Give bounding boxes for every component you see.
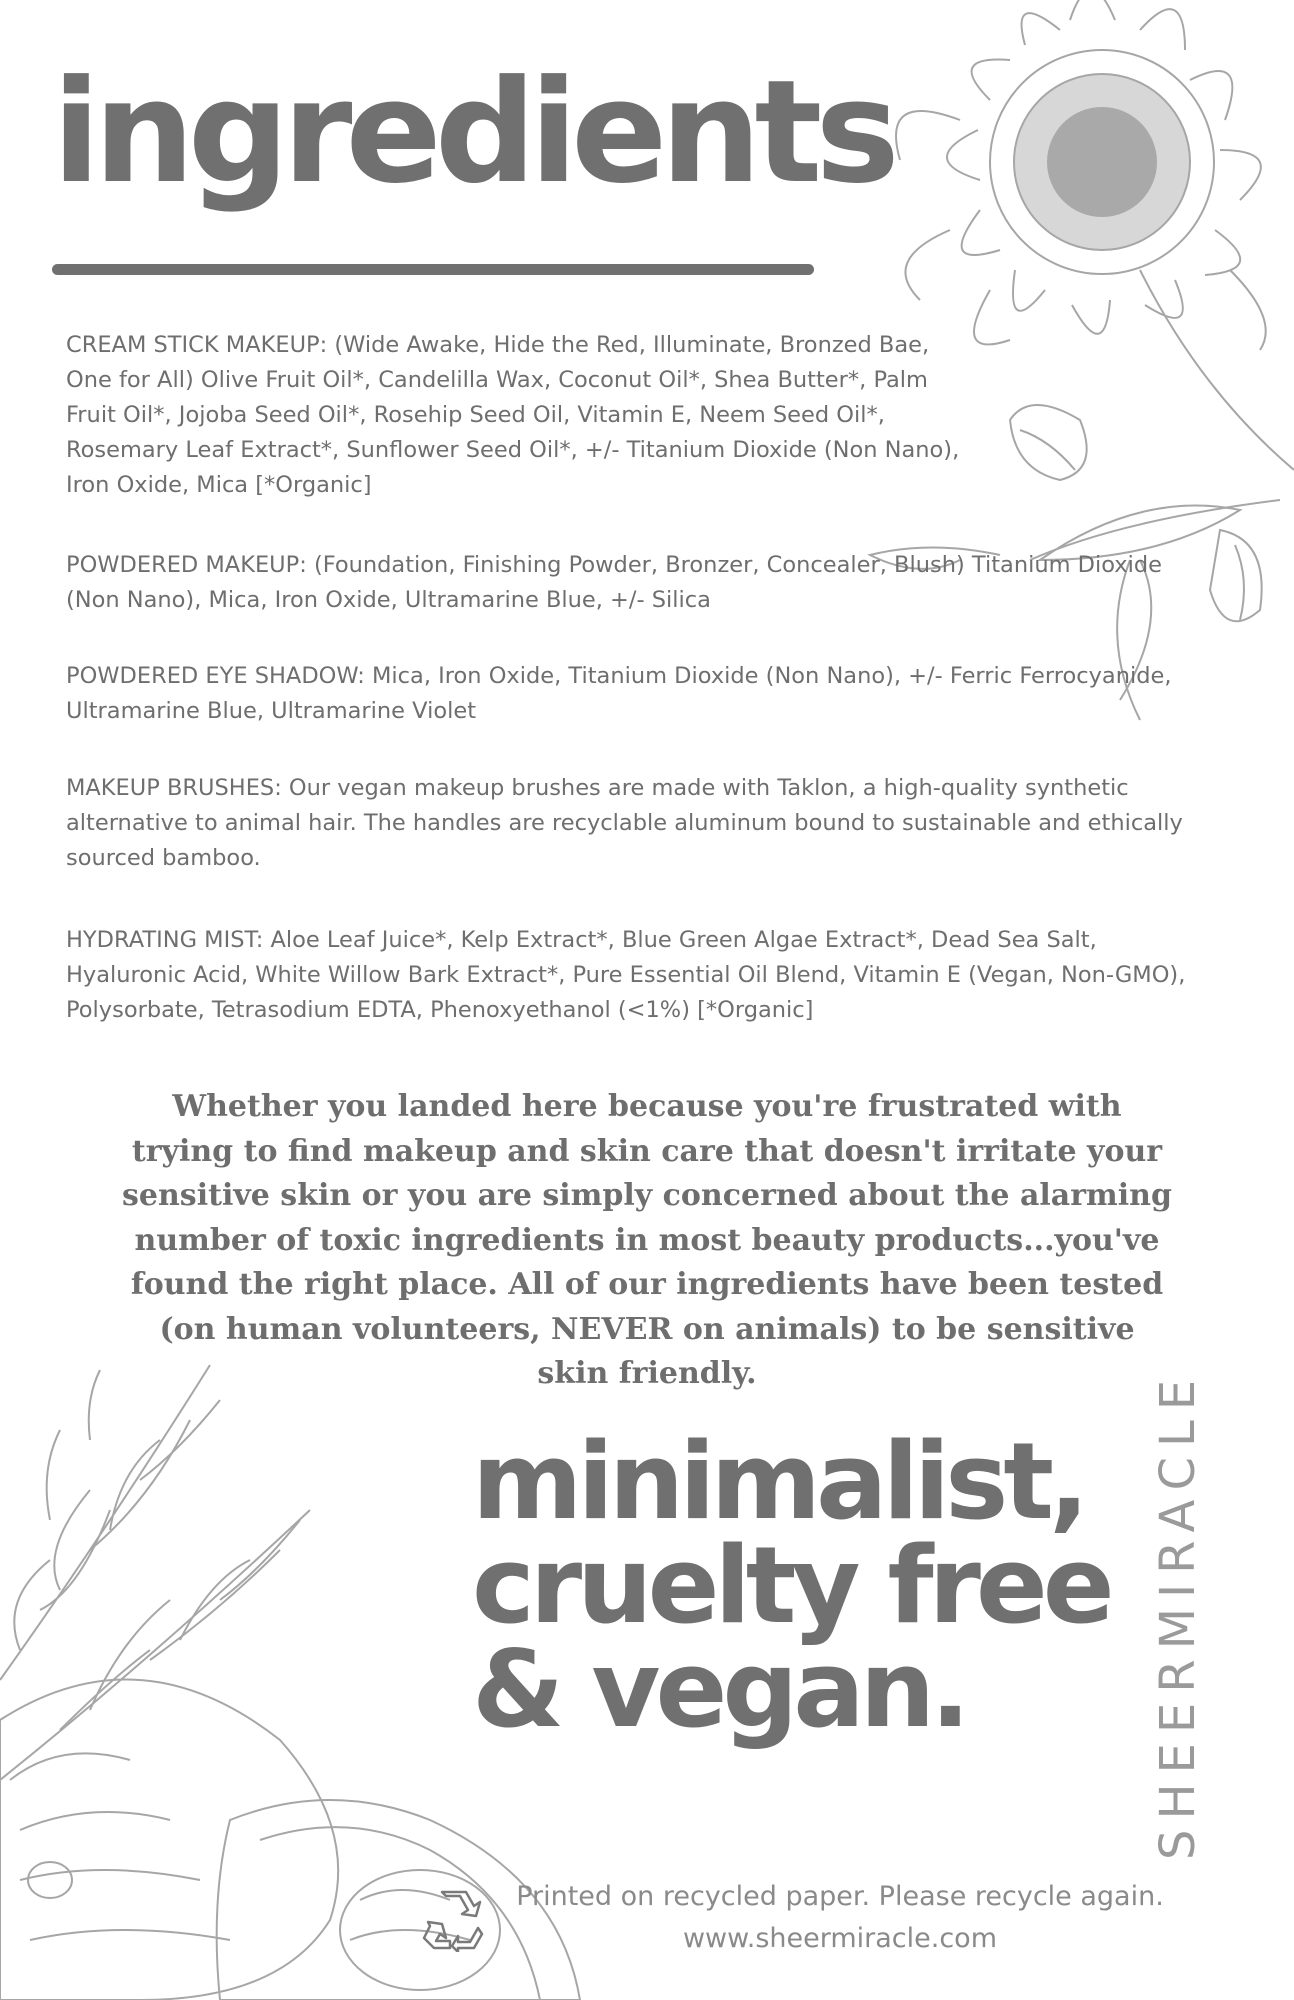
website-link[interactable]: www.sheermiracle.com <box>682 1923 998 1954</box>
page-title: ingredients <box>52 50 893 215</box>
tagline-line-3: & vegan. <box>472 1628 966 1751</box>
tagline-line-1: minimalist, <box>472 1420 1085 1543</box>
recycle-note: Printed on recycled paper. Please recycle again. <box>516 1881 1164 1912</box>
ingredient-eye-shadow: POWDERED EYE SHADOW: Mica, Iron Oxide, Titanium Dioxide (Non Nano), +/- Ferric Ferrocyanide, Ultramarine Blue, Ultramarine Violet <box>66 663 1172 724</box>
ingredient-makeup-brushes: MAKEUP BRUSHES: Our vegan makeup brushes are made with Taklon, a high-quality synthetic alternative to animal hair. The handles are recyclable aluminum bound to sustainable and ethically sourced bamboo. <box>66 775 1183 871</box>
tagline-line-2: cruelty free <box>472 1524 1110 1647</box>
footer <box>420 1876 1260 1960</box>
tagline <box>472 1420 1110 1751</box>
ingredient-hydrating-mist: HYDRATING MIST: Aloe Leaf Juice*, Kelp Extract*, Blue Green Algae Extract*, Dead Sea Salt, Hyaluronic Acid, White Willow Bark Extract*, Pure Essential Oil Blend, Vitamin E (Vegan, Non-GMO), Polysorbate, Tetrasodium EDTA, Phenoxyethanol (<1%) [*Organic] <box>66 927 1186 1023</box>
title-underline <box>52 264 814 275</box>
brand-statement: Whether you landed here because you're frustrated with trying to find makeup and skin care that doesn't irritate your sensitive skin or you are simply concerned about the alarming number of toxic ingredients in most beauty products...you've found the right place. All of our ingredients have been tested (on human volunteers, NEVER on animals) to be sensitive skin friendly. <box>122 1089 1172 1391</box>
ingredient-cream-stick: CREAM STICK MAKEUP: (Wide Awake, Hide the Red, Illuminate, Bronzed Bae, One for All) Olive Fruit Oil*, Candelilla Wax, Coconut Oil*, Shea Butter*, Palm Fruit Oil*, Jojoba Seed Oil*, Rosehip Seed Oil, Vitamin E, Neem Seed Oil*, Rosemary Leaf Extract*, Sunflower Seed Oil*, +/- Titanium Dioxide (Non Nano), Iron Oxide, Mica [*Organic] <box>66 332 960 498</box>
brand-logo-text: SHEERMIRACLE <box>1150 1369 1206 1860</box>
ingredient-powdered-makeup: POWDERED MAKEUP: (Foundation, Finishing Powder, Bronzer, Concealer, Blush) Titanium Dioxide (Non Nano), Mica, Iron Oxide, Ultramarine Blue, +/- Silica <box>66 552 1162 613</box>
